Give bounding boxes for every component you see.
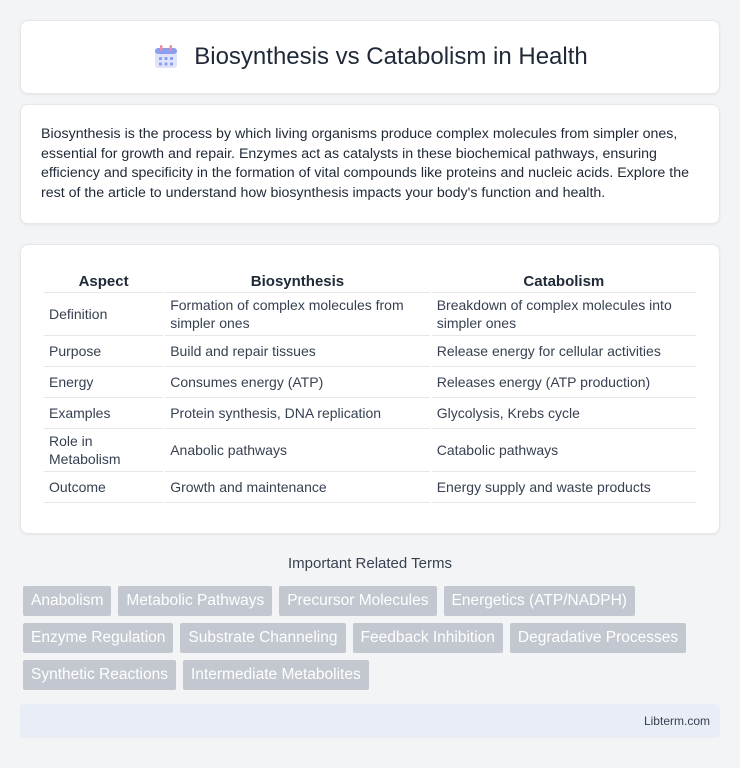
row-catabolism: Releases energy (ATP production) xyxy=(432,367,696,398)
footer xyxy=(20,704,720,738)
row-aspect: Purpose xyxy=(44,336,163,367)
row-biosynthesis: Protein synthesis, DNA replication xyxy=(165,398,430,429)
calendar-icon xyxy=(152,43,180,71)
row-biosynthesis: Build and repair tissues xyxy=(165,336,430,367)
row-aspect: Role in Metabolism xyxy=(44,429,163,472)
related-terms-title: Important Related Terms xyxy=(288,555,452,572)
row-catabolism: Release energy for cellular activities xyxy=(432,336,696,367)
row-biosynthesis: Growth and maintenance xyxy=(165,472,430,503)
header-aspect: Aspect xyxy=(44,265,163,293)
table-row xyxy=(44,367,696,398)
tag-anabolism[interactable]: Anabolism xyxy=(23,586,111,616)
tag-energetics[interactable]: Energetics (ATP/NADPH) xyxy=(444,586,635,616)
comparison-table xyxy=(42,265,698,503)
table-row xyxy=(44,293,696,336)
intro-card xyxy=(20,104,720,224)
title-card xyxy=(20,20,720,94)
page-title: Biosynthesis vs Catabolism in Health xyxy=(194,43,588,70)
table-header-row xyxy=(44,265,696,293)
row-catabolism: Glycolysis, Krebs cycle xyxy=(432,398,696,429)
comparison-card xyxy=(20,244,720,534)
tag-degradative-processes[interactable]: Degradative Processes xyxy=(510,623,686,653)
tag-synthetic-reactions[interactable]: Synthetic Reactions xyxy=(23,660,176,690)
tag-substrate-channeling[interactable]: Substrate Channeling xyxy=(180,623,345,653)
tag-feedback-inhibition[interactable]: Feedback Inhibition xyxy=(353,623,503,653)
header-catabolism: Catabolism xyxy=(432,265,696,293)
tag-enzyme-regulation[interactable]: Enzyme Regulation xyxy=(23,623,173,653)
table-row xyxy=(44,472,696,503)
intro-text: Biosynthesis is the process by which living organisms produce complex molecules from simpler ones, essential for growth and repair. Enzymes act as catalysts in these biochemical pathways, ensuring efficiency and specificity in the formation of vital compounds like proteins and nucleic acids. Explore the rest of the article to understand how biosynthesis impacts your body's function and health. xyxy=(41,126,689,201)
header-biosynthesis: Biosynthesis xyxy=(165,265,430,293)
table-row xyxy=(44,398,696,429)
row-aspect: Definition xyxy=(44,293,163,336)
tag-metabolic-pathways[interactable]: Metabolic Pathways xyxy=(118,586,272,616)
row-biosynthesis: Formation of complex molecules from simpler ones xyxy=(165,293,430,336)
tag-intermediate-metabolites[interactable]: Intermediate Metabolites xyxy=(183,660,369,690)
footer-brand-link[interactable]: Libterm.com xyxy=(643,714,710,728)
row-catabolism: Energy supply and waste products xyxy=(432,472,696,503)
table-row xyxy=(44,336,696,367)
related-terms-list xyxy=(23,586,723,690)
row-biosynthesis: Consumes energy (ATP) xyxy=(165,367,430,398)
row-aspect: Energy xyxy=(44,367,163,398)
tag-precursor-molecules[interactable]: Precursor Molecules xyxy=(279,586,436,616)
table-row xyxy=(44,429,696,472)
row-catabolism: Breakdown of complex molecules into simpler ones xyxy=(432,293,696,336)
row-aspect: Outcome xyxy=(44,472,163,503)
row-aspect: Examples xyxy=(44,398,163,429)
row-biosynthesis: Anabolic pathways xyxy=(165,429,430,472)
row-catabolism: Catabolic pathways xyxy=(432,429,696,472)
